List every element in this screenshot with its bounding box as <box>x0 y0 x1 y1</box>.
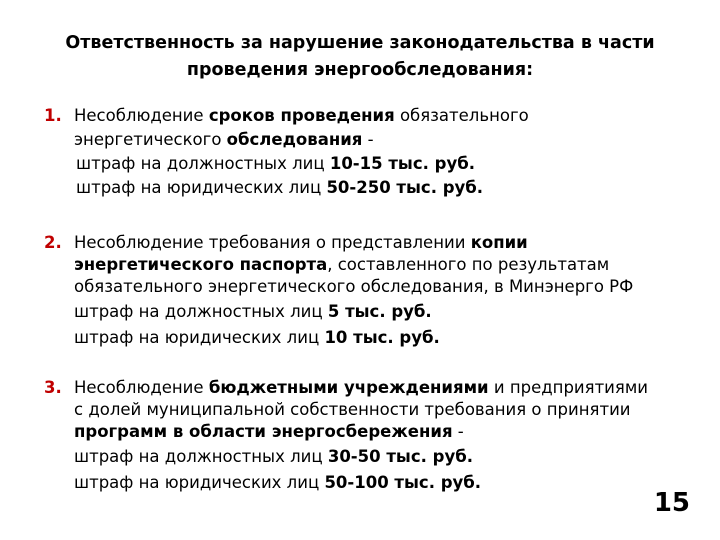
item-3-line-1 <box>74 377 704 399</box>
item-3-text: - <box>452 422 464 441</box>
item-number-1: 1. <box>44 106 62 125</box>
fine-label: штраф на юридических лиц <box>74 328 325 347</box>
item-3-line-2: с долей муниципальной собственности требования о принятии <box>74 400 631 419</box>
item-number-2: 2. <box>44 233 62 252</box>
fine-amount: 5 тыс. руб. <box>327 302 432 321</box>
item-1-text: обязательного <box>394 106 529 125</box>
item-1-emphasis-audit: обследования <box>226 130 363 149</box>
item-1-fine-officials <box>74 152 704 176</box>
fine-amount: 30-50 тыс. руб. <box>327 447 473 466</box>
item-1-line-2 <box>74 128 704 152</box>
item-3-line-3 <box>74 421 704 443</box>
item-2-text: , составленного по результатам <box>327 255 610 274</box>
fine-amount: 50-250 тыс. руб. <box>326 178 484 197</box>
item-1-text: - <box>362 130 374 149</box>
fine-label: штраф на должностных лиц <box>74 302 328 321</box>
item-2-fine-officials <box>74 300 704 324</box>
page-number: 15 <box>653 488 690 518</box>
slide-title-line-1: Ответственность за нарушение законодательства в части <box>65 33 655 53</box>
item-2-fine-legal-entities <box>74 326 704 350</box>
item-2-line-3: обязательного энергетического обследования, в Минэнерго РФ <box>74 277 634 296</box>
item-1-fine-legal-entities <box>74 176 704 200</box>
slide-title-line-2: проведения энергообследования: <box>186 60 534 80</box>
list-item-2 <box>44 232 704 350</box>
item-2-emphasis-passport: энергетического паспорта <box>74 255 328 274</box>
item-3-emphasis-budget-institutions: бюджетными учреждениями <box>208 378 489 397</box>
item-3-text: Несоблюдение <box>74 378 209 397</box>
fine-amount: 10 тыс. руб. <box>324 328 440 347</box>
fine-amount: 50-100 тыс. руб. <box>324 473 482 492</box>
item-3-text: и предприятиями <box>488 378 649 397</box>
item-3-fine-legal-entities <box>74 471 704 495</box>
item-1-emphasis-deadlines: сроков проведения <box>208 106 395 125</box>
fine-label: штраф на юридических лиц <box>76 178 327 197</box>
fine-amount: 10-15 тыс. руб. <box>329 154 475 173</box>
item-1-text: энергетического <box>74 130 227 149</box>
item-number-3: 3. <box>44 378 62 397</box>
fine-label: штраф на должностных лиц <box>74 447 328 466</box>
item-3-fine-officials <box>74 445 704 469</box>
item-2-emphasis-copy: копии <box>470 233 528 252</box>
list-item-3 <box>44 377 704 495</box>
item-3-emphasis-programs: программ в области энергосбережения <box>74 422 453 441</box>
item-1-text: Несоблюдение <box>74 106 209 125</box>
item-1-line-1 <box>74 104 704 128</box>
slide-title <box>30 30 690 84</box>
item-2-text: Несоблюдение требования о представлении <box>74 233 471 252</box>
item-2-line-2 <box>74 254 704 276</box>
fine-label: штраф на должностных лиц <box>76 154 330 173</box>
list-item-1 <box>44 104 704 200</box>
fine-label: штраф на юридических лиц <box>74 473 325 492</box>
item-2-line-1 <box>74 232 704 254</box>
